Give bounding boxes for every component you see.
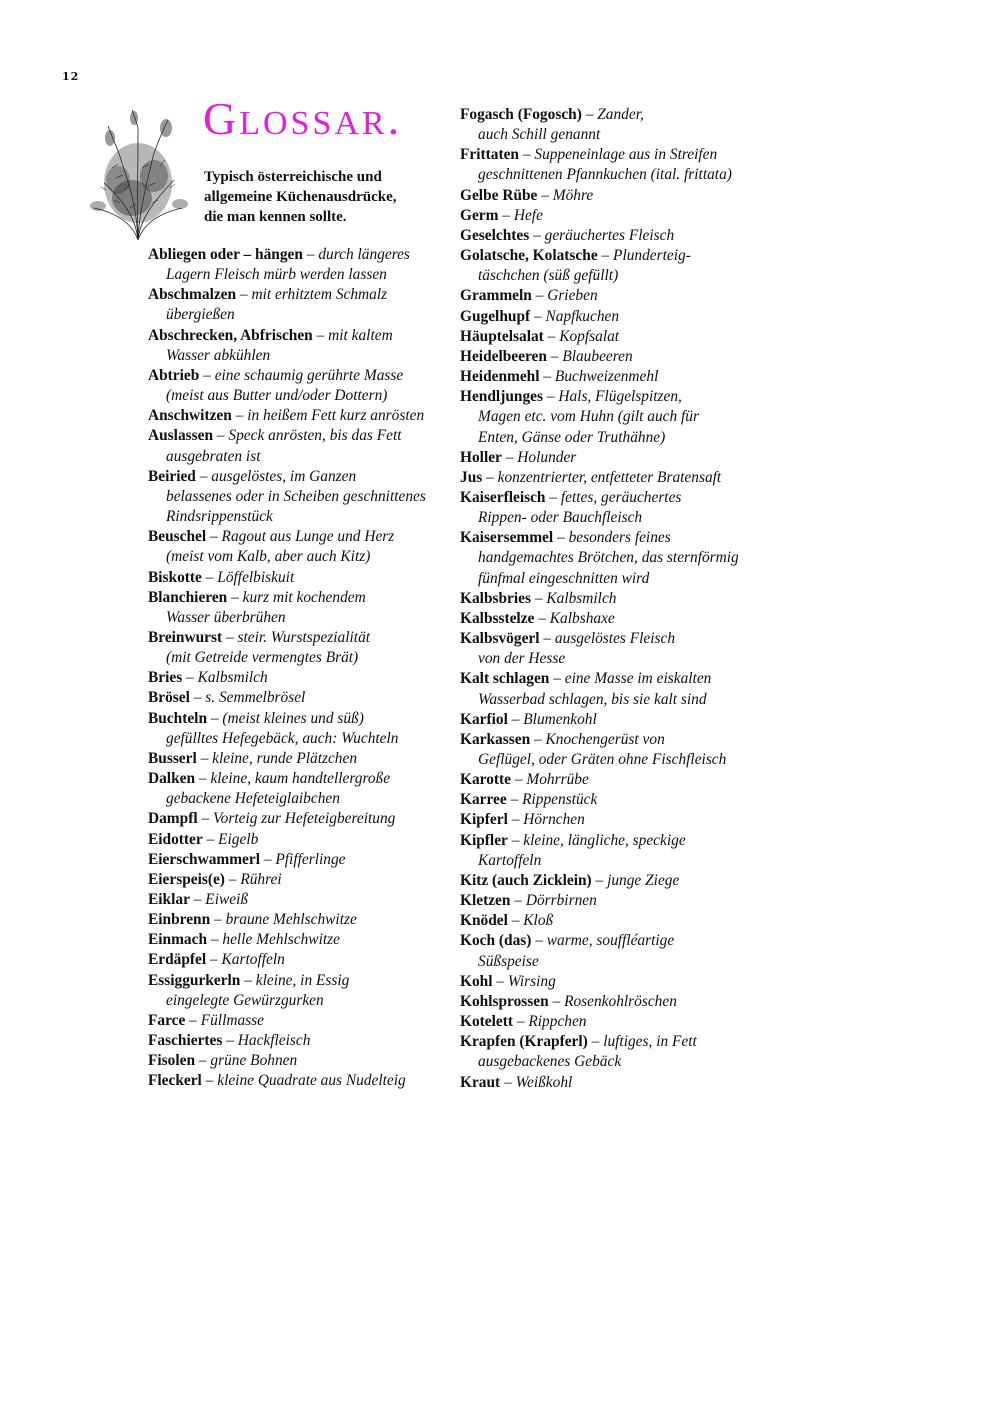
glossary-definition-line: Süßspeise: [478, 952, 539, 970]
glossary-definition-line: täschchen (süß gefüllt): [478, 267, 619, 285]
glossary-separator: –: [492, 972, 508, 990]
glossary-entry: [460, 669, 760, 709]
glossary-term: Anschwitzen: [148, 407, 232, 425]
glossary-term: Kipfler: [460, 831, 508, 849]
glossary-entry: [460, 810, 760, 830]
glossary-separator: –: [553, 529, 569, 547]
glossary-definition-line: Blaubeeren: [562, 347, 633, 365]
glossary-definition-line: ausgebraten ist: [166, 447, 261, 465]
glossary-definition-line: Magen etc. vom Huhn (gilt auch für: [478, 408, 699, 426]
glossary-definition-line: Rippen- oder Bauchfleisch: [478, 509, 643, 527]
subtitle: [204, 167, 434, 227]
glossary-separator: –: [195, 467, 212, 485]
glossary-term: Busserl: [148, 749, 197, 767]
glossary-entry: [460, 891, 760, 911]
glossary-term: Kaisersemmel: [460, 529, 554, 547]
glossary-separator: –: [224, 870, 241, 888]
glossary-definition-line: junge Ziege: [607, 871, 680, 889]
glossary-entry: [148, 850, 448, 870]
glossary-term: Brösel: [148, 689, 190, 707]
glossary-definition-line: Hals, Flügelspitzen,: [558, 388, 682, 406]
glossary-definition-line: Kalbsmilch: [197, 669, 268, 687]
glossary-definition-line: Löffelbiskuit: [217, 568, 295, 586]
glossary-entry: [460, 246, 760, 286]
glossary-separator: –: [537, 186, 553, 204]
glossary-entry: [148, 568, 448, 588]
glossary-term: Breinwurst: [148, 628, 223, 646]
glossary-term: Blanchieren: [148, 588, 228, 606]
glossary-separator: –: [210, 911, 226, 929]
glossary-definition-line: Lagern Fleisch mürb werden lassen: [166, 266, 387, 284]
glossary-separator: –: [507, 831, 524, 849]
glossary-separator: –: [207, 709, 223, 727]
glossary-separator: –: [199, 366, 215, 384]
glossary-separator: –: [201, 568, 218, 586]
glossary-definition-line: Geflügel, oder Gräten ohne Fischfleisch: [478, 751, 727, 768]
glossary-definition-line: Eigelb: [218, 830, 259, 848]
glossary-term: Abliegen oder – hängen: [148, 246, 303, 263]
glossary-entry: [148, 628, 448, 668]
glossary-term: Jus: [460, 468, 483, 486]
glossary-term: Fleckerl: [148, 1072, 202, 1090]
glossary-separator: –: [539, 368, 555, 386]
herb-illustration: [82, 108, 194, 243]
glossary-separator: –: [543, 327, 560, 345]
glossary-definition-line: handgemachtes Brötchen, das sternförmig: [478, 549, 739, 567]
glossary-definition-line: Blumenkohl: [523, 710, 597, 728]
glossary-entry: [460, 468, 760, 488]
glossary-definition-line: kleine, längliche, speckige: [523, 831, 686, 849]
glossary-separator: –: [581, 106, 598, 123]
glossary-definition-line: Rindsrippenstück: [166, 508, 273, 526]
glossary-term: Gugelhupf: [460, 307, 531, 325]
glossary-separator: –: [259, 850, 276, 868]
glossary-separator: –: [530, 589, 547, 607]
glossary-definition-line: (meist aus Butter und/oder Dottern): [166, 387, 388, 405]
glossary-term: Kaiserfleisch: [460, 488, 546, 506]
glossary-definition-line: in heißem Fett kurz anrösten: [247, 407, 425, 425]
glossary-separator: –: [222, 1032, 238, 1050]
glossary-definition-line: steir. Wurstspezialität: [237, 628, 371, 646]
glossary-definition-line: ausgebackenes Gebäck: [478, 1053, 622, 1071]
glossary-separator: –: [197, 810, 213, 828]
glossary-entry: [148, 1071, 448, 1091]
glossary-entry: [148, 668, 448, 688]
glossary-separator: –: [518, 146, 535, 164]
glossary-entry: [148, 830, 448, 850]
glossary-term: Dalken: [148, 770, 196, 788]
title-dot: .: [387, 93, 403, 144]
glossary-entry: [148, 809, 448, 829]
glossary-term: Buchteln: [148, 709, 208, 727]
glossary-term: Beuschel: [148, 528, 207, 546]
glossary-entry: [460, 931, 760, 971]
glossary-definition-line: kleine, runde Plätzchen: [212, 749, 358, 767]
subtitle-line: die man kennen sollte.: [204, 209, 347, 225]
glossary-entry: [460, 327, 760, 347]
glossary-separator: –: [202, 830, 219, 848]
glossary-definition-line: Plunderteig-: [613, 247, 691, 265]
glossary-entry: [460, 1032, 760, 1072]
glossary-entry: [148, 1051, 448, 1071]
glossary-entry: [460, 609, 760, 629]
glossary-separator: –: [587, 1033, 604, 1051]
glossary-definition-line: Wasserbad schlagen, bis sie kalt sind: [478, 690, 707, 708]
glossary-term: Karkassen: [460, 730, 531, 748]
glossary-entry: [148, 1011, 448, 1031]
glossary-separator: –: [201, 1072, 218, 1090]
glossary-separator: –: [507, 912, 524, 930]
glossary-separator: –: [510, 892, 526, 910]
glossary-definition-line: (meist vom Kalb, aber auch Kitz): [166, 548, 371, 566]
glossary-definition-line: ausgelöstes, im Ganzen: [211, 467, 357, 485]
glossary-entry: [460, 710, 760, 730]
glossary-separator: –: [227, 588, 243, 606]
glossary-definition-line: Möhre: [552, 186, 594, 204]
glossary-separator: –: [529, 226, 545, 244]
glossary-term: Gelbe Rübe: [460, 186, 538, 204]
glossary-term: Hendljunges: [460, 388, 543, 406]
glossary-entry: [460, 911, 760, 931]
glossary-definition-line: s. Semmelbrösel: [205, 689, 306, 707]
glossary-term: Knödel: [460, 912, 508, 930]
glossary-definition-line: Speck anrösten, bis das Fett: [228, 427, 402, 445]
glossary-separator: –: [231, 407, 248, 425]
glossary-separator: –: [597, 247, 614, 265]
glossary-entry: [148, 769, 448, 809]
glossary-separator: –: [542, 388, 559, 406]
glossary-separator: –: [546, 347, 563, 365]
glossary-term: Essiggurkerln: [148, 971, 241, 989]
glossary-term: Golatsche, Kolatsche: [460, 247, 598, 265]
glossary-definition-line: mit erhitztem Schmalz: [251, 286, 388, 304]
glossary-term: Holler: [460, 448, 502, 466]
glossary-definition-line: Wasser überbrühen: [166, 608, 286, 626]
glossary-definition-line: belassenes oder in Scheiben geschnittenes: [166, 487, 426, 505]
glossary-separator: –: [206, 528, 222, 546]
glossary-entry: [148, 950, 448, 970]
glossary-term: Einbrenn: [148, 911, 211, 929]
glossary-term: Häuptelsalat: [460, 327, 544, 345]
glossary-definition-line: Kloß: [523, 912, 554, 930]
glossary-definition-line: Napfkuchen: [545, 307, 620, 325]
title-accent-initial: G: [203, 93, 240, 144]
glossary-term: Dampfl: [148, 810, 198, 828]
glossary-term: Kotelett: [460, 1013, 513, 1031]
glossary-term: Erdäpfel: [148, 951, 207, 969]
glossary-definition-line: Wasser abkühlen: [166, 346, 271, 364]
glossary-entry: [460, 145, 760, 185]
glossary-definition-line: Füllmasse: [200, 1011, 264, 1029]
glossary-definition-line: helle Mehlschwitze: [222, 931, 340, 949]
glossary-separator: –: [500, 1073, 516, 1091]
glossary-separator: –: [507, 710, 524, 728]
glossary-definition-line: fünfmal eingeschnitten wird: [478, 569, 650, 587]
glossary-definition-line: luftiges, in Fett: [603, 1033, 697, 1051]
glossary-entry: [460, 992, 760, 1012]
glossary-definition-line: Hörnchen: [523, 811, 585, 829]
glossary-term: Kohl: [460, 972, 493, 990]
glossary-term: Frittaten: [460, 146, 519, 164]
glossary-separator: –: [207, 931, 223, 949]
glossary-separator: –: [189, 891, 206, 908]
glossary-separator: –: [302, 246, 319, 263]
glossary-definition-line: geschnittenen Pfannkuchen (ital. frittata): [478, 166, 732, 184]
glossary-entry: [460, 488, 760, 528]
glossary-term: Abschmalzen: [148, 286, 237, 304]
glossary-separator: –: [240, 971, 256, 989]
glossary-term: Heidenmehl: [460, 368, 540, 386]
glossary-definition-line: konzentrierter, entfetteter Bratensaft: [497, 468, 722, 486]
glossary-term: Kipferl: [460, 811, 508, 829]
glossary-term: Eiklar: [148, 891, 190, 908]
glossary-separator: –: [534, 609, 550, 627]
glossary-separator: –: [236, 286, 252, 304]
title-rest: LOSSAR: [239, 105, 388, 142]
glossary-entry: [148, 245, 448, 285]
glossary-definition-line: Ragout aus Lunge und Herz: [221, 528, 395, 546]
glossary-term: Beiried: [148, 467, 196, 485]
glossary-entry: [148, 426, 448, 466]
glossary-term: Kalbsstelze: [460, 609, 535, 627]
glossary-definition-line: Wirsing: [507, 972, 556, 990]
glossary-definition-line: von der Hesse: [478, 650, 566, 668]
glossary-column-left: [148, 245, 448, 1092]
glossary-term: Eierspeis(e): [148, 870, 225, 888]
glossary-term: Fogasch (Fogosch): [460, 106, 582, 123]
glossary-separator: –: [185, 1011, 201, 1029]
glossary-definition-line: Zander,: [597, 106, 644, 123]
glossary-term: Karfiol: [460, 710, 508, 728]
glossary-term: Geselchtes: [460, 226, 530, 244]
page-number: 12: [62, 70, 80, 83]
glossary-term: Heidelbeeren: [460, 347, 547, 365]
glossary-separator: –: [531, 932, 547, 950]
glossary-definition-line: Rosenkohlröschen: [564, 992, 677, 1010]
glossary-definition-line: (mit Getreide vermengtes Brät): [166, 649, 359, 667]
glossary-definition-line: Weißkohl: [515, 1073, 573, 1091]
glossary-term: Abtrieb: [148, 366, 200, 384]
glossary-definition-line: kleine Quadrate aus Nudelteig: [217, 1072, 406, 1090]
glossary-column-right: [460, 105, 760, 1093]
glossary-entry: [148, 910, 448, 930]
glossary-separator: –: [195, 1052, 211, 1070]
glossary-term: Abschrecken, Abfrischen: [148, 326, 313, 344]
glossary-separator: –: [213, 427, 229, 445]
glossary-entry: [460, 448, 760, 468]
glossary-entry: [148, 366, 448, 406]
glossary-separator: –: [531, 287, 548, 305]
glossary-entry: [460, 367, 760, 387]
glossary-definition-line: Kartoffeln: [221, 951, 285, 969]
glossary-definition-line: Dörrbirnen: [525, 892, 597, 910]
glossary-entry: [148, 406, 448, 426]
glossary-definition-line: kleine, kaum handtellergroße: [210, 770, 391, 788]
glossary-entry: [460, 528, 760, 588]
glossary-definition-line: Enten, Gänse oder Truthähne): [478, 428, 666, 446]
glossary-definition-line: Eiweiß: [205, 891, 249, 908]
glossary-entry: [148, 930, 448, 950]
glossary-separator: –: [506, 791, 523, 809]
glossary-definition-line: kurz mit kochendem: [242, 588, 366, 606]
glossary-entry: [460, 770, 760, 790]
glossary-term: Kohlsprossen: [460, 992, 549, 1010]
glossary-separator: –: [530, 307, 546, 325]
glossary-definition-line: mit kaltem: [328, 326, 393, 344]
glossary-term: Kalt schlagen: [460, 670, 550, 688]
glossary-definition-line: ausgelöstes Fleisch: [554, 630, 676, 648]
glossary-definition-line: auch Schill genannt: [478, 126, 601, 144]
glossary-definition-line: Kartoffeln: [478, 851, 542, 869]
glossary-definition-line: gebackene Hefeteiglaibchen: [166, 790, 340, 808]
glossary-term: Faschiertes: [148, 1032, 223, 1050]
glossary-definition-line: eingelegte Gewürzgurken: [166, 991, 324, 1009]
glossary-entry: [460, 871, 760, 891]
glossary-entry: [460, 972, 760, 992]
glossary-entry: [148, 527, 448, 567]
glossary-definition-line: Rührei: [240, 870, 282, 888]
glossary-term: Germ: [460, 206, 499, 224]
glossary-definition-line: Pfifferlinge: [275, 850, 346, 868]
glossary-separator: –: [196, 749, 213, 767]
glossary-term: Eierschwammerl: [148, 850, 260, 868]
glossary-separator: –: [206, 951, 222, 969]
glossary-entry: [460, 629, 760, 669]
glossary-separator: –: [548, 992, 565, 1010]
glossary-definition-line: warme, souffléartige: [546, 932, 675, 950]
glossary-entry: [460, 186, 760, 206]
glossary-entry: [460, 226, 760, 246]
glossary-entry: [460, 831, 760, 871]
glossary-definition-line: Rippenstück: [522, 791, 598, 809]
glossary-definition-line: besonders feines: [568, 529, 671, 547]
glossary-separator: –: [222, 628, 238, 646]
glossary-term: Kalbsbries: [460, 589, 531, 607]
glossary-definition-line: Hefe: [513, 206, 543, 224]
glossary-entry: [148, 749, 448, 769]
glossary-definition-line: Holunder: [517, 448, 577, 466]
glossary-definition-line: Suppeneinlage aus in Streifen: [534, 146, 718, 164]
glossary-definition-line: braune Mehlschwitze: [225, 911, 357, 929]
glossary-definition-line: übergießen: [166, 306, 235, 324]
glossary-term: Fisolen: [148, 1052, 196, 1070]
glossary-definition-line: Buchweizenmehl: [554, 368, 659, 386]
glossary-entry: [460, 347, 760, 367]
glossary-entry: [148, 326, 448, 366]
glossary-separator: –: [512, 1013, 529, 1031]
glossary-separator: –: [498, 206, 514, 224]
glossary-definition-line: eine Masse im eiskalten: [564, 670, 712, 688]
glossary-entry: [460, 286, 760, 306]
glossary-term: Kraut: [460, 1073, 501, 1091]
glossary-term: Auslassen: [148, 427, 214, 445]
glossary-separator: –: [507, 811, 524, 829]
glossary-definition-line: grüne Bohnen: [210, 1052, 298, 1070]
glossary-definition-line: Grieben: [547, 287, 598, 305]
glossary-entry: [460, 206, 760, 226]
glossary-separator: –: [482, 468, 498, 486]
glossary-entry: [460, 730, 760, 770]
glossary-separator: –: [591, 871, 608, 889]
glossary-entry: [460, 1073, 760, 1093]
glossary-separator: –: [312, 326, 329, 344]
glossary-term: Kletzen: [460, 892, 511, 910]
glossary-definition-line: Hackfleisch: [237, 1032, 311, 1050]
glossary-entry: [148, 890, 448, 910]
glossary-entry: [148, 588, 448, 628]
glossary-definition-line: Kopfsalat: [559, 327, 620, 345]
glossary-separator: –: [530, 730, 546, 748]
glossary-entry: [148, 971, 448, 1011]
glossary-term: Einmach: [148, 931, 208, 949]
herb-bush-icon: [82, 108, 194, 243]
glossary-entry: [148, 285, 448, 325]
subtitle-line: Typisch österreichische und: [204, 169, 382, 185]
glossary-term: Eidotter: [148, 830, 203, 848]
glossary-separator: –: [545, 488, 561, 506]
glossary-entry: [148, 709, 448, 749]
glossary-term: Bries: [148, 669, 183, 687]
page-title: [203, 93, 403, 144]
glossary-term: Krapfen (Krapferl): [460, 1033, 588, 1051]
glossary-definition-line: Kalbshaxe: [549, 609, 615, 627]
glossary-term: Grammeln: [460, 287, 532, 305]
glossary-separator: –: [195, 770, 211, 788]
glossary-definition-line: eine schaumig gerührte Masse: [214, 366, 404, 384]
glossary-definition-line: (meist kleines und süß): [222, 709, 364, 727]
glossary-definition-line: Vorteig zur Hefeteigbereitung: [212, 810, 396, 828]
glossary-definition-line: Knochengerüst von: [545, 730, 665, 748]
glossary-definition-line: Mohrrübe: [526, 771, 589, 789]
glossary-definition-line: kleine, in Essig: [255, 971, 350, 989]
glossary-entry: [460, 790, 760, 810]
subtitle-line: allgemeine Küchenausdrücke,: [204, 189, 397, 205]
glossary-separator: –: [539, 630, 555, 648]
glossary-term: Farce: [148, 1011, 186, 1029]
glossary-entry: [460, 1012, 760, 1032]
glossary-term: Biskotte: [148, 568, 202, 586]
glossary-entry: [148, 467, 448, 527]
glossary-term: Karotte: [460, 771, 511, 789]
glossary-definition-line: durch längeres: [318, 246, 410, 263]
glossary-entry: [148, 688, 448, 708]
glossary-entry: [460, 387, 760, 447]
glossary-definition-line: fettes, geräuchertes: [560, 488, 682, 506]
glossary-separator: –: [501, 448, 518, 466]
glossary-entry: [148, 1031, 448, 1051]
glossary-entry: [460, 307, 760, 327]
glossary-entry: [148, 870, 448, 890]
glossary-separator: –: [182, 669, 198, 687]
glossary-definition-line: Rippchen: [528, 1013, 587, 1031]
glossary-term: Kitz (auch Zicklein): [460, 871, 592, 889]
glossary-separator: –: [189, 689, 206, 707]
glossary-separator: –: [511, 771, 527, 789]
glossary-entry: [460, 589, 760, 609]
glossary-term: Koch (das): [460, 932, 532, 950]
glossary-term: Kalbsvögerl: [460, 630, 540, 648]
glossary-definition-line: gefülltes Hefegebäck, auch: Wuchteln: [166, 729, 399, 747]
glossary-entry: [460, 105, 760, 145]
glossary-definition-line: geräuchertes Fleisch: [544, 226, 675, 244]
glossary-separator: –: [549, 670, 565, 688]
glossary-definition-line: Kalbsmilch: [546, 589, 617, 607]
glossary-term: Karree: [460, 791, 507, 809]
